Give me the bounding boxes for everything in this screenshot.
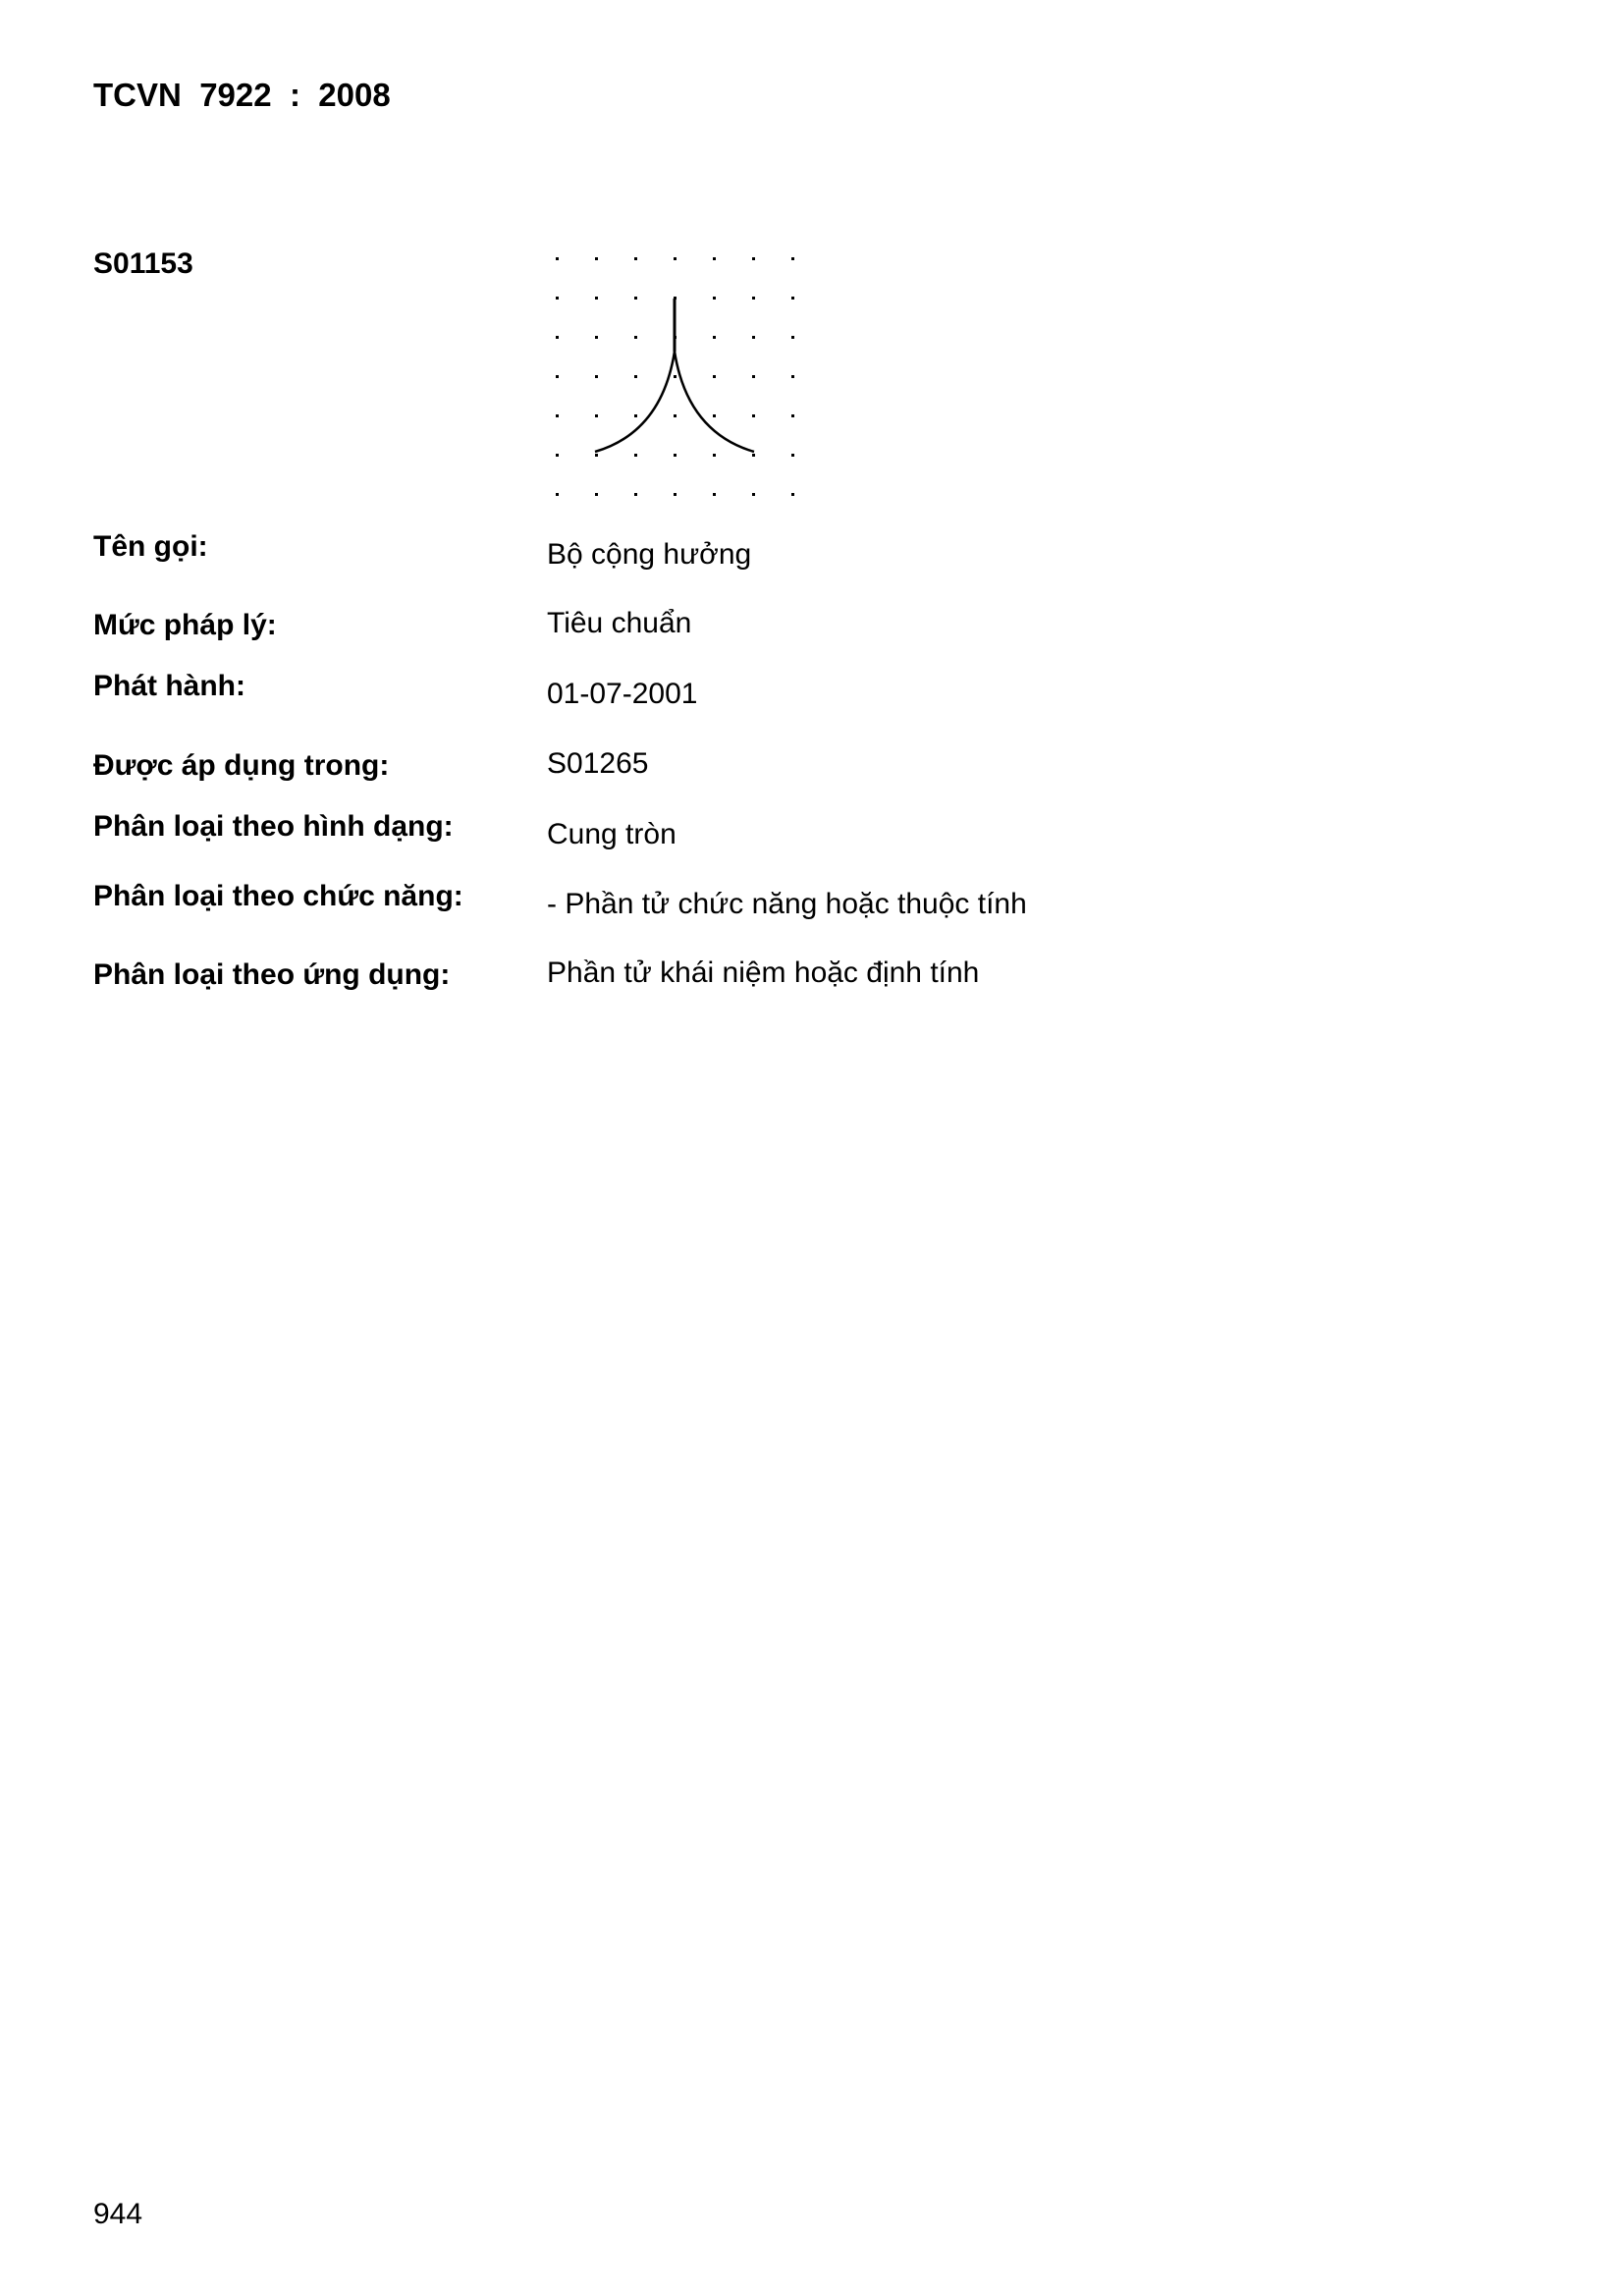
resonator-symbol-icon [542,246,797,501]
grid-dot [674,454,677,457]
grid-dot [752,297,755,300]
field-label-shape-class: Phân loại theo hình dạng: [93,810,454,843]
field-label-legal-level: Mức pháp lý: [93,609,277,641]
grid-dot [752,493,755,496]
grid-dot [595,297,598,300]
grid-dot [634,414,637,417]
symbol-id: S01153 [93,247,193,280]
grid-dot [556,414,559,417]
grid-dot [752,375,755,378]
field-value-shape-class: Cung tròn [547,818,677,850]
grid-dot [595,257,598,260]
grid-dot [791,454,794,457]
header-separator: : [289,77,300,113]
grid-dot [556,493,559,496]
grid-dot [791,375,794,378]
grid-dot [713,297,716,300]
field-value-application-class: Phần tử khái niệm hoặc định tính [547,957,980,989]
grid-dot [713,257,716,260]
grid-dot [556,297,559,300]
grid-dot [674,257,677,260]
field-value-issued: 01-07-2001 [547,678,698,710]
field-label-name: Tên gọi: [93,530,208,563]
grid-dot [752,414,755,417]
header-standard: TCVN [93,77,182,113]
grid-dot [752,454,755,457]
grid-dot [556,257,559,260]
document-header [93,77,391,114]
grid-dot [674,493,677,496]
grid-dot [752,336,755,339]
grid-dot [713,375,716,378]
symbol-left-arc [595,352,675,452]
grid-dot [791,493,794,496]
field-label-application-class: Phân loại theo ứng dụng: [93,958,451,991]
header-year: 2008 [318,77,391,113]
grid-dot [713,414,716,417]
field-value-function-class: - Phần tử chức năng hoặc thuộc tính [547,888,1027,920]
grid-dot [791,297,794,300]
grid-dot [595,375,598,378]
grid-dot [595,493,598,496]
grid-dot [556,375,559,378]
grid-dot [634,257,637,260]
grid-dots [556,257,794,496]
grid-dot [634,375,637,378]
field-value-legal-level: Tiêu chuẩn [547,607,692,639]
field-label-issued: Phát hành: [93,670,245,702]
grid-dot [595,414,598,417]
grid-dot [634,454,637,457]
grid-dot [595,454,598,457]
grid-dot [791,336,794,339]
grid-dot [674,375,677,378]
grid-dot [634,493,637,496]
grid-dot [713,493,716,496]
field-value-name: Bộ cộng hưởng [547,538,752,571]
grid-dot [791,257,794,260]
grid-dot [713,336,716,339]
grid-dot [791,414,794,417]
page-number: 944 [93,2198,143,2230]
grid-dot [752,257,755,260]
grid-dot [556,336,559,339]
field-value-applied-in: S01265 [547,747,649,780]
symbol-right-arc [675,352,754,452]
grid-dot [634,336,637,339]
field-label-function-class: Phân loại theo chức năng: [93,880,463,912]
grid-dot [595,336,598,339]
grid-dot [713,454,716,457]
grid-dot [556,454,559,457]
grid-dot [634,297,637,300]
field-label-applied-in: Được áp dụng trong: [93,749,390,782]
grid-dot [674,414,677,417]
header-number: 7922 [199,77,272,113]
